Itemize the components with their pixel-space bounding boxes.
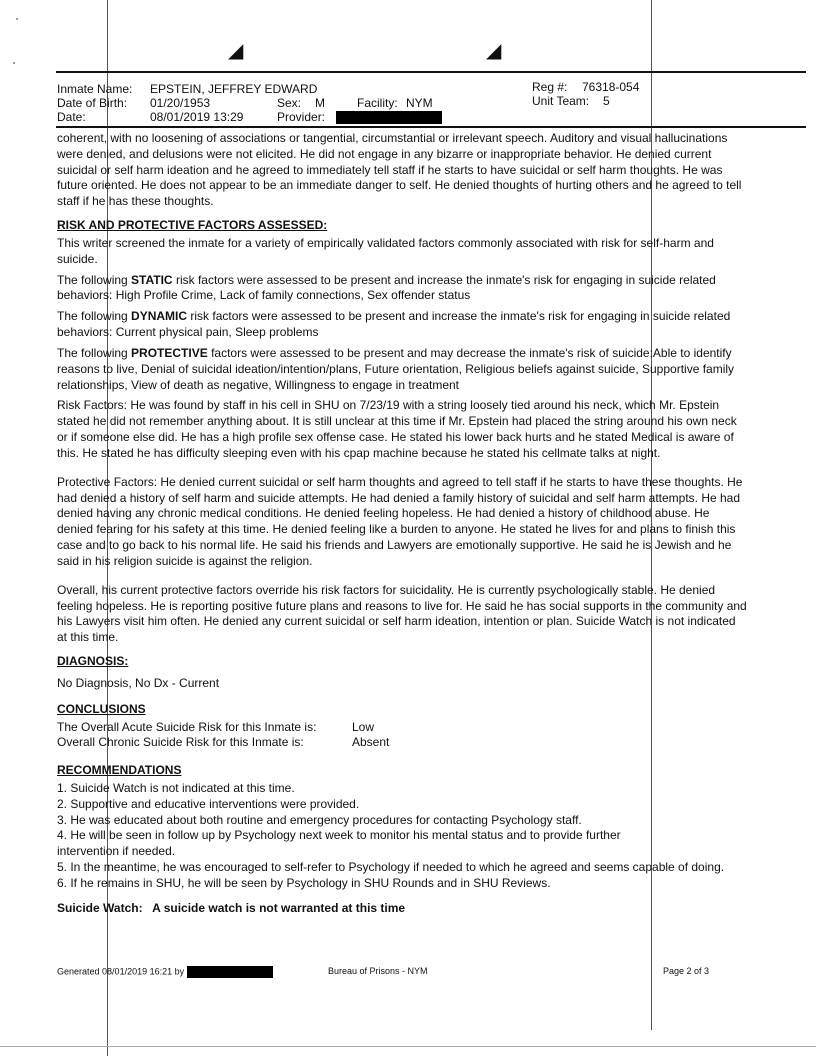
dob-label: Date of Birth:: [57, 96, 128, 110]
generated-by-redaction: [187, 966, 273, 978]
static-pre: The following: [57, 272, 132, 287]
dynamic-factors-paragraph: [57, 309, 747, 341]
header-top-rule: [56, 71, 806, 73]
static-factors-paragraph: [57, 273, 747, 305]
facility-value: NYM: [406, 96, 433, 110]
inmate-name: EPSTEIN, JEFFREY EDWARD: [150, 82, 318, 96]
recommendation-item: 4. He will be seen in follow up by Psychology next week to monitor his mental status and to provide further intervention if needed.: [57, 828, 621, 859]
protective-factors-paragraph: [57, 346, 747, 393]
dynamic-keyword: DYNAMIC: [131, 309, 188, 324]
unit-team-value: 5: [603, 94, 610, 108]
date-label: Date:: [57, 110, 86, 124]
recommendations-heading: RECOMMENDATIONS: [57, 763, 182, 778]
reg-number: 76318-054: [582, 80, 640, 94]
dynamic-pre: The following: [57, 309, 132, 324]
chronic-risk-value: Absent: [352, 735, 390, 750]
binder-mark-right-icon: ◢: [486, 40, 502, 62]
recommendation-item: 2. Supportive and educative interventions were provided.: [57, 796, 360, 811]
suicide-watch-line: [57, 901, 747, 917]
risk-factors-narrative: Risk Factors: He was found by staff in his cell in SHU on 7/23/19 with a string loosely tied around his neck, which Mr. Epstein stated he did not remember anything about. It is still unclear at this time if Mr. Epstein had placed the string around his own neck or if someone else did. He has a high profile sex offense case. He stated his lower back hurts and he stated Medical is aware of this. He stated he has difficulty sleeping even with his cpap machine because he stated his cellmate talks at night.: [57, 398, 737, 460]
facility-label: Facility:: [357, 96, 398, 110]
overall-paragraph: Overall, his current protective factors override his risk factors for suicidality. He is currently psychologically stable. He denied feeling hopeless. He is reporting positive future plans and reasons to live for. He said he has social supports in the community and his Lawyers visit him often. He denied any current suicidal or self harm ideation, intention or plan. Suicide Watch is not indicated at this time.: [57, 582, 747, 645]
date-value: 08/01/2019 13:29: [150, 110, 244, 124]
provider-label: Provider:: [277, 110, 326, 124]
binder-mark-left-icon: ◢: [228, 40, 244, 62]
dob-value: 01/20/1953: [150, 96, 211, 110]
static-keyword: STATIC: [131, 272, 173, 287]
chronic-risk-label: Overall Chronic Suicide Risk for this Inmate is:: [57, 735, 304, 750]
recommendations-list: [57, 781, 747, 892]
dynamic-post: risk factors were assessed to be present and increase the inmate's risk for engaging in suicide related behaviors: Current physical pain, Sleep problems: [57, 309, 731, 340]
protective-post: factors were assessed to be present and may decrease the inmate's risk of suicide:Able to identify reasons to live, Denial of suicidal ideation/intention/plans, Future orientation, Religious beliefs against suicide, Supportive family relationships, View of death as negative, Willingness to engage in treatment: [57, 345, 735, 392]
chronic-risk-row: [57, 735, 747, 751]
report-body: [57, 131, 747, 917]
provider-redaction: [336, 111, 442, 124]
generated-label: Generated: [57, 966, 100, 977]
generated-by: by: [174, 966, 185, 977]
scan-bottom-line: [0, 1046, 816, 1047]
unit-team-label: Unit Team:: [532, 94, 590, 108]
protective-pre: The following: [57, 345, 132, 360]
static-post: risk factors were assessed to be present and increase the inmate's risk for engaging in suicide related behaviors: High Profile Crime, Lack of family connections, Sex offender status: [57, 272, 716, 303]
diagnosis-heading: DIAGNOSIS:: [57, 654, 129, 669]
generated-datetime: 08/01/2019 16:21: [102, 966, 173, 977]
screening-paragraph: This writer screened the inmate for a variety of empirically validated factors commonly associated with risk for self-harm and suicide.: [57, 235, 714, 266]
inmate-name-label: Inmate Name:: [57, 82, 133, 96]
recommendation-item: 5. In the meantime, he was encouraged to self-refer to Psychology if needed to which he agreed and seems capable of doing.: [57, 860, 725, 875]
footer-page-number: Page 2 of 3: [663, 966, 710, 976]
reg-label: Reg #:: [532, 80, 568, 94]
conclusions-heading: CONCLUSIONS: [57, 701, 146, 716]
suicide-watch-label: Suicide Watch:: [57, 900, 143, 915]
header-bottom-rule: [56, 126, 806, 128]
scan-speck: [13, 62, 15, 64]
protective-keyword: PROTECTIVE: [131, 345, 208, 360]
acute-risk-row: [57, 720, 747, 736]
protective-factors-narrative: Protective Factors: He denied current suicidal or self harm thoughts and agreed to tell staff if he starts to have these thoughts. He had denied a history of self harm and suicide attempts. He had denied a family history of suicidal and self harm attempts. He had denied having any chronic medical conditions. He denied feeling hopeless. He had denied a history of childhood abuse. He denied fearing for his safety at this time. He denied feeling like a burden to anyone. He stated he lives for and plans to finish this case and to go back to his normal life. He said his friends and Lawyers are emotionally supportive. He said he is Jewish and he said in his religion suicide is against the religion.: [57, 474, 743, 568]
recommendation-item: 1. Suicide Watch is not indicated at this time.: [57, 780, 295, 795]
sex-label: Sex:: [277, 96, 302, 110]
scan-speck: [16, 18, 18, 20]
recommendation-item: 6. If he remains in SHU, he will be seen by Psychology in SHU Rounds and in SHU Reviews.: [57, 875, 551, 890]
risk-protective-heading: RISK AND PROTECTIVE FACTORS ASSESSED:: [57, 218, 328, 233]
sex-value: M: [315, 96, 325, 110]
acute-risk-label: The Overall Acute Suicide Risk for this Inmate is:: [57, 719, 317, 734]
acute-risk-value: Low: [352, 719, 375, 734]
recommendation-item: 3. He was educated about both routine and emergency procedures for contacting Psychology staff.: [57, 812, 582, 827]
intro-paragraph: coherent, with no loosening of associations or tangential, circumstantial or irrelevant speech. Auditory and visual hallucinations were denied, and delusions were not elicited. He did not engage in any bizarre or inappropriate behavior. He denied current suicidal or self harm ideation and he agreed to immediately tell staff if he starts to have suicidal or self harm thoughts. He was future oriented. He does not appear to be an immediate danger to self. He denied thoughts of hurting others and he agreed to tell staff if he has these thoughts.: [57, 131, 742, 209]
footer-bureau: Bureau of Prisons - NYM: [328, 966, 428, 976]
suicide-watch-text: A suicide watch is not warranted at this time: [152, 900, 406, 915]
footer-generated: [57, 966, 273, 978]
diagnosis-text: No Diagnosis, No Dx - Current: [57, 675, 220, 690]
